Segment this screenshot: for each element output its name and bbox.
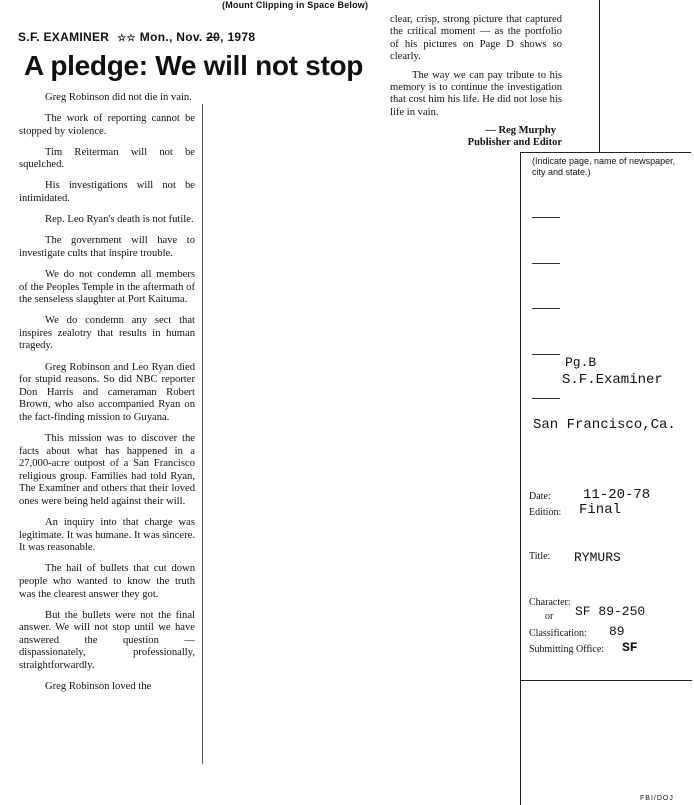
article-paragraph: Greg Robinson and Leo Ryan died for stupid reasons. So did NBC reporter Don Harris and cameraman Robert Brown, who also accompanied Ryan on the fact-finding mission to Guyana. [19,361,195,423]
form-character-value: SF 89-250 [575,604,646,619]
article-column-1 [19,92,195,694]
masthead-date-day: 20 [206,30,221,44]
form-bottom-rule [520,680,692,681]
article-paragraph: But the bullets were not the final answer. We will not stop until we have answered the question — dispassionately, professionally, straightforwardly. [19,609,195,671]
form-newspaper-value: S.F.Examiner [562,372,663,388]
article-column-2 [390,14,562,149]
form-blank-line [532,354,560,355]
mount-border-line [599,0,600,152]
mount-clipping-note: (Mount Clipping in Space Below) [222,0,369,10]
form-city-state-value: San Francisco,Ca. [533,417,676,433]
article-paragraph: The hail of bullets that cut down people who wanted to know the truth was the clearest answer they got. [19,563,195,600]
article-paragraph: Tim Reiterman will not be squelched. [19,146,195,171]
article-paragraph: clear, crisp, strong picture that captured the critical moment — as the portfolio of his pictures on Page D shows so clearly. [390,14,562,63]
newspaper-name: S.F. EXAMINER [18,30,110,44]
masthead-date-prefix: Mon., Nov. [139,30,203,44]
editor-title: Publisher and Editor [467,137,562,149]
form-blank-line [532,308,560,309]
form-edition-value: Final [579,502,622,518]
article-paragraph: Greg Robinson loved the [45,681,152,693]
article-paragraph: The government will have to investigate cults that inspire trouble. [19,235,195,259]
form-date-value: 11-20-78 [583,487,651,503]
article-paragraph: The work of reporting cannot be stopped by violence. [19,113,195,137]
form-blank-line [532,263,560,264]
article-paragraph: An inquiry into that charge was legitimate. It was humane. It was sincere. It was reasonable. [19,517,195,554]
article-paragraph: We do condemn any sect that inspires zealotry that results in human tragedy. [19,315,195,352]
column-divider [202,104,203,764]
form-edition-label: Edition: [529,507,562,518]
fbi-doj-stamp: FBI/DOJ [640,795,674,802]
form-classification-label: Classification: [529,628,587,639]
edition-stars: ☆☆ [117,33,136,44]
masthead-date-year: 1978 [227,30,256,44]
form-title-value: RYMURS [574,550,621,565]
form-title-label: Title: [529,551,551,562]
article-paragraph: This mission was to discover the facts about what has happened in a 27,000-acre outpost of a San Francisco religious group. Families had told Ryan, The Examiner and others that their loved ones were being held against their will. [19,432,195,507]
article-paragraph: The way we can pay tribute to his memory is to continue the investigation that cost him his life. He did not lose his life in vain. [390,69,562,118]
article-paragraph: His investigations will not be intimidated. [19,180,195,205]
form-office-value: SF [622,640,638,655]
editor-signature: — Reg Murphy [485,125,556,137]
article-paragraph: We do not condemn all members of the Peoples Temple in the aftermath of the senseless slaughter at Port Kaituma. [19,268,195,306]
form-blank-line [532,217,560,218]
form-or-label: or [545,611,554,622]
form-office-label: Submitting Office: [529,644,605,655]
article-paragraph: Rep. Leo Ryan's death is not futile. [45,214,194,226]
form-classification-value: 89 [609,624,625,639]
headline: A pledge: We will not stop [24,50,364,81]
form-instructions: (Indicate page, name of newspaper, city and state.) [532,156,676,177]
newspaper-masthead: S.F. EXAMINER ☆☆ Mon., Nov. 20, 1978 [18,30,256,44]
form-character-label: Character: [529,597,571,608]
form-blank-line [532,398,560,399]
form-date-label: Date: [529,491,551,502]
fbi-form-panel [520,152,691,805]
form-page-value: Pg.B [565,355,597,370]
article-paragraph: Greg Robinson did not die in vain. [45,92,192,103]
